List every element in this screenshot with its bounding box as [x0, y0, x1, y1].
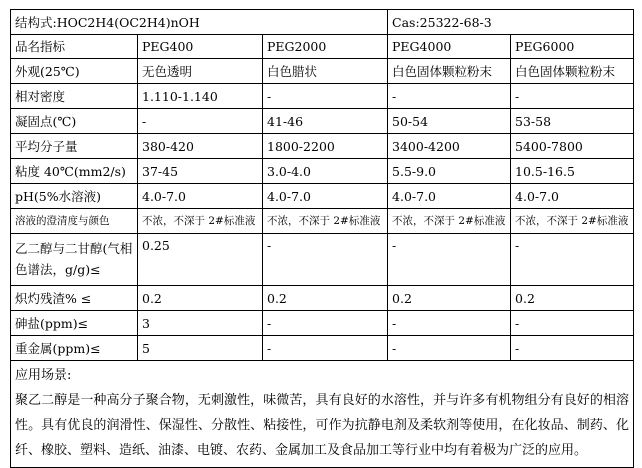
row-label: 乙二醇与二甘醇(气相色谱法，g/g)≤ [11, 234, 138, 286]
table-cell: 4.0-7.0 [511, 184, 634, 209]
table-cell: 41-46 [263, 109, 388, 134]
table-cell: 0.2 [263, 286, 388, 311]
table-cell: 3400-4200 [388, 134, 511, 159]
table-cell: 1800-2200 [263, 134, 388, 159]
table-cell: 5400-7800 [511, 134, 634, 159]
table-cell: - [263, 311, 388, 336]
table-cell: 50-54 [388, 109, 511, 134]
table-cell: - [138, 109, 263, 134]
row-label: pH(5%水溶液) [11, 184, 138, 209]
table-cell: 0.2 [388, 286, 511, 311]
column-header: 品名指标 [11, 35, 138, 59]
table-cell: 0.2 [511, 286, 634, 311]
table-cell: 不浓，不深于 2#标准液 [263, 209, 388, 234]
table-cell: 4.0-7.0 [388, 184, 511, 209]
row-label: 相对密度 [11, 84, 138, 109]
table-cell: 53-58 [511, 109, 634, 134]
table-row [11, 311, 634, 336]
table-cell: 380-420 [138, 134, 263, 159]
table-cell: - [388, 234, 511, 286]
table-cell: 白色固体颗粒粉末 [388, 59, 511, 84]
table-cell: 不浓，不深于 2#标准液 [138, 209, 263, 234]
table-cell: 5.5-9.0 [388, 159, 511, 184]
cas-cell: Cas:25322-68-3 [388, 10, 634, 35]
table-cell: 无色透明 [138, 59, 263, 84]
column-header-row [11, 35, 634, 59]
table-cell: - [511, 336, 634, 361]
table-cell: 不浓，不深于 2#标准液 [388, 209, 511, 234]
table-cell: 3 [138, 311, 263, 336]
row-label: 平均分子量 [11, 134, 138, 159]
table-row [11, 184, 634, 209]
table-cell: 1.110-1.140 [138, 84, 263, 109]
row-label: 溶液的澄清度与颜色 [11, 209, 138, 234]
table-cell: 0.25 [138, 234, 263, 286]
column-header: PEG6000 [511, 35, 634, 59]
application-row [11, 361, 634, 468]
table-cell: - [263, 336, 388, 361]
row-label: 粘度 40℃(mm2/s) [11, 159, 138, 184]
table-cell: - [511, 311, 634, 336]
table-row [11, 234, 634, 286]
table-cell: 5 [138, 336, 263, 361]
table-row [11, 286, 634, 311]
row-label: 凝固点(℃) [11, 109, 138, 134]
column-header: PEG4000 [388, 35, 511, 59]
table-cell: - [388, 336, 511, 361]
table-cell: 4.0-7.0 [138, 184, 263, 209]
table-cell: 4.0-7.0 [263, 184, 388, 209]
table-row [11, 84, 634, 109]
column-header: PEG2000 [263, 35, 388, 59]
table-cell: 37-45 [138, 159, 263, 184]
table-row [11, 109, 634, 134]
formula-cell: 结构式:HOC2H4(OC2H4)nOH [11, 10, 388, 35]
table-cell: 白色腊状 [263, 59, 388, 84]
row-label: 重金属(ppm)≤ [11, 336, 138, 361]
table-row [11, 134, 634, 159]
table-cell: 10.5-16.5 [511, 159, 634, 184]
row-label: 外观(25℃) [11, 59, 138, 84]
table-cell: 不浓，不深于 2#标准液 [511, 209, 634, 234]
table-cell: 0.2 [138, 286, 263, 311]
application-body: 聚乙二醇是一种高分子聚合物，无刺激性，味微苦，具有良好的水溶性，并与许多有机物组分有良好的相溶性。具有优良的润滑性、保湿性、分散性、粘接性，可作为抗静电剂及柔软剂等使用，在化妆品、制药、化纤、橡胶、塑料、造纸、油漆、电镀、农药、金属加工及食品加工等行业中均有着极为广泛的应用。 [15, 393, 630, 458]
table-cell: - [263, 234, 388, 286]
table-cell: - [388, 311, 511, 336]
table-row [11, 59, 634, 84]
row-label: 炽灼残渣% ≤ [11, 286, 138, 311]
table-cell: - [388, 84, 511, 109]
application-title: 应用场景: [15, 368, 72, 383]
column-header: PEG400 [138, 35, 263, 59]
table-row [11, 336, 634, 361]
table-cell: - [511, 84, 634, 109]
table-cell: 白色固体颗粒粉末 [511, 59, 634, 84]
header-row [11, 10, 634, 35]
table-row [11, 159, 634, 184]
table-cell: - [511, 234, 634, 286]
spec-table [10, 9, 634, 468]
table-cell: - [263, 84, 388, 109]
application-cell [11, 361, 634, 468]
table-cell: 3.0-4.0 [263, 159, 388, 184]
row-label: 砷盐(ppm)≤ [11, 311, 138, 336]
table-row [11, 209, 634, 234]
